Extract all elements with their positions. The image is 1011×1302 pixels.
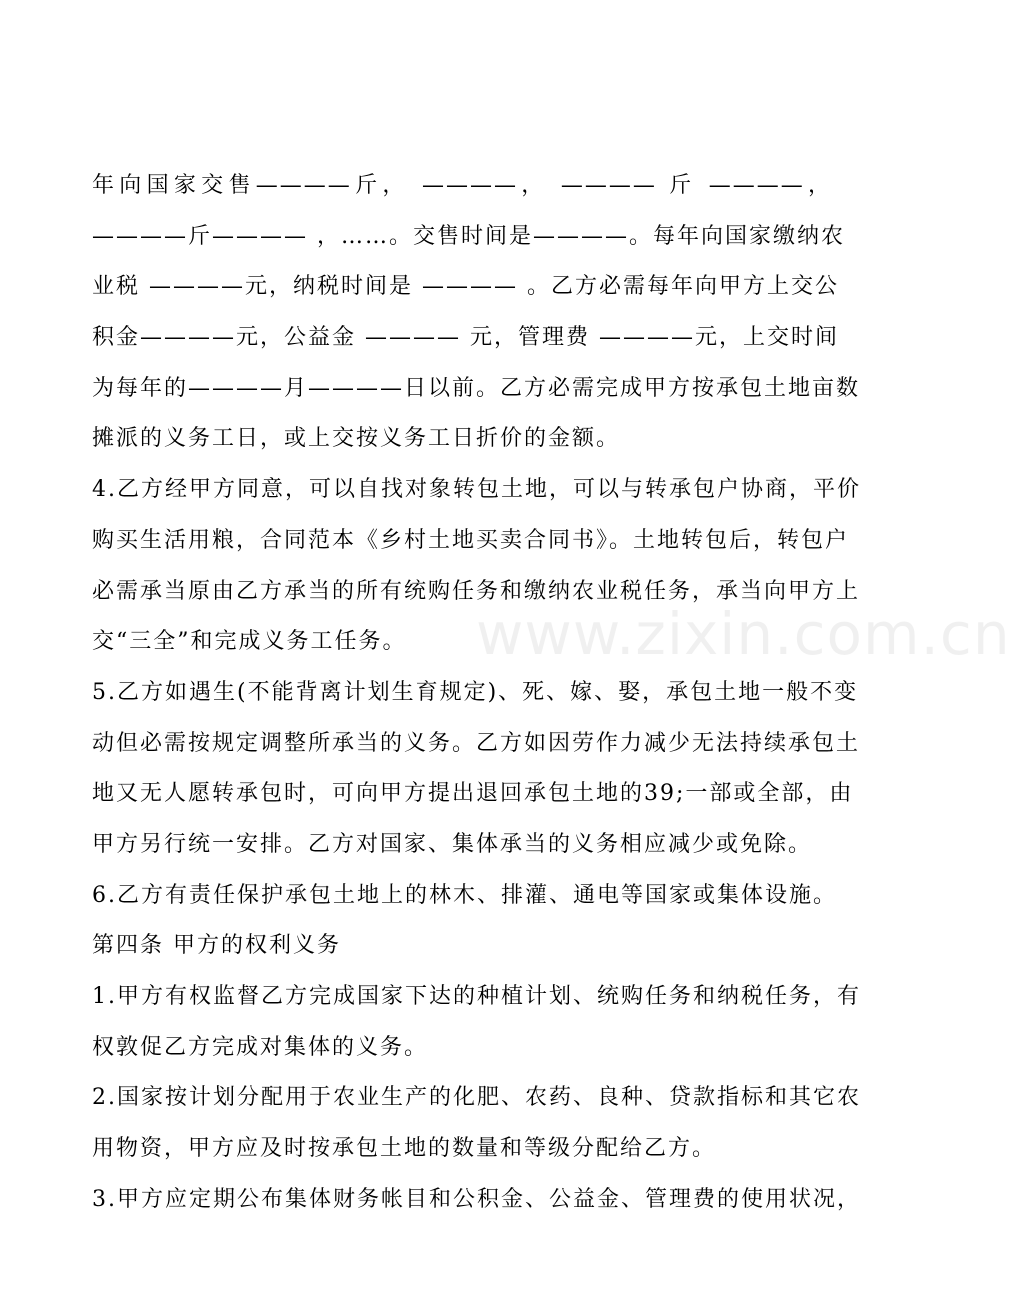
- text-line-7: 4.乙方经甲方同意，可以自找对象转包土地，可以与转承包户协商，平价: [92, 477, 861, 503]
- text-line-2: ————斤———— ，……。交售时间是————。每年向国家缴纳农: [92, 223, 845, 249]
- text-line-3: 业税 ————元，纳税时间是 ———— 。乙方必需每年向甲方上交公: [92, 274, 839, 300]
- text-line-13: 地又无人愿转承包时，可向甲方提出退回承包土地的39;一部或全部，由: [92, 781, 854, 807]
- text-line-21: 3.甲方应定期公布集体财务帐目和公积金、公益金、管理费的使用状况，: [92, 1186, 861, 1212]
- text-line-19: 2.国家按计划分配用于农业生产的化肥、农药、良种、贷款指标和其它农: [92, 1085, 861, 1111]
- text-line-5: 为每年的————月————日以前。乙方必需完成甲方按承包土地亩数: [92, 375, 861, 401]
- section-heading: 第四条 甲方的权利义务: [92, 933, 341, 959]
- text-line-18: 权敦促乙方完成对集体的义务。: [92, 1034, 429, 1060]
- text-line-9: 必需承当原由乙方承当的所有统购任务和缴纳农业税任务，承当向甲方上: [92, 578, 861, 604]
- text-line-10: 交“三全”和完成义务工任务。: [92, 629, 407, 655]
- text-line-17: 1.甲方有权监督乙方完成国家下达的种植计划、统购任务和纳税任务，有: [92, 984, 861, 1009]
- text-line-11: 5.乙方如遇生(不能背离计划生育规定)、死、嫁、娶，承包土地一般不变: [92, 679, 859, 705]
- text-line-8: 购买生活用粮，合同范本《乡村土地买卖合同书》。土地转包后，转包户: [92, 527, 850, 553]
- document-body: [92, 166, 861, 1230]
- watermark: www.zixin.com.cn: [476, 600, 1011, 668]
- text-line-1: 年向国家交售————斤， ————， ———— 斤 ————，: [92, 173, 832, 198]
- text-line-12: 动但必需按规定调整所承当的义务。乙方如因劳作力减少无法持续承包土: [92, 730, 861, 756]
- text-line-6: 摊派的义务工日，或上交按义务工日折价的金额。: [92, 426, 621, 452]
- text-line-20: 用物资，甲方应及时按承包土地的数量和等级分配给乙方。: [92, 1136, 717, 1162]
- text-line-4: 积金————元，公益金 ———— 元，管理费 ————元，上交时间: [92, 325, 839, 351]
- text-line-15: 6.乙方有责任保护承包土地上的林木、排灌、通电等国家或集体设施。: [92, 882, 837, 908]
- text-line-14: 甲方另行统一安排。乙方对国家、集体承当的义务相应减少或免除。: [92, 831, 813, 857]
